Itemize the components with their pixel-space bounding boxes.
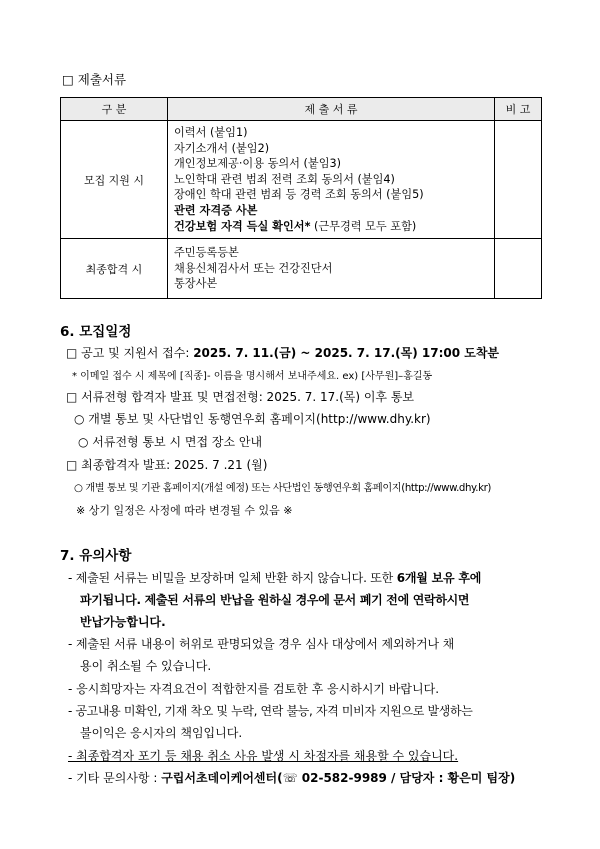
schedule-email-note: * 이메일 접수 시 제목에 [직종]- 이름을 명시해서 보내주세요. ex) [사무원]–홍길동 <box>72 371 433 382</box>
table-header-row <box>61 98 542 121</box>
list-item: 장애인 학대 관련 범죄 등 경력 조회 동의서 (붙임5) <box>174 188 424 202</box>
list-item: 노인학대 관련 범죄 전력 조회 동의서 (붙임4) <box>174 172 395 186</box>
notes-title: 7. 유의사항 <box>60 548 132 564</box>
schedule-line-notice: ○ 개별 통보 및 사단법인 동행연우회 홈페이지(http://www.dhy.kr) <box>74 412 431 426</box>
list-item: 자기소개서 (붙임2) <box>174 141 270 155</box>
list-item: 관련 자격증 사본 <box>174 203 258 217</box>
list-item: 채용신체검사서 또는 건강진단서 <box>174 261 333 275</box>
note-item: - 최종합격자 포기 등 채용 취소 사유 발생 시 차점자를 채용할 수 있습니다. <box>68 749 459 763</box>
schedule-line-application <box>66 344 499 361</box>
header-category: 구 분 <box>61 98 168 121</box>
note-item-continued: 용이 취소될 수 있습니다. <box>80 659 212 673</box>
row-remark <box>495 239 542 299</box>
note-item <box>68 569 481 586</box>
note-text: - 제출된 서류는 비밀을 보장하며 일체 반환 하지 않습니다. 또한 <box>68 571 397 585</box>
schedule-line-final: □ 최종합격자 발표: 2025. 7 .21 (월) <box>66 458 268 472</box>
note-item: - 응시희망자는 자격요건이 적합한지를 검토한 후 응시하시기 바랍니다. <box>68 682 440 696</box>
row-category: 최종합격 시 <box>61 239 168 299</box>
note-text-bold: 6개월 보유 후에 <box>396 571 482 585</box>
row-documents <box>168 239 495 299</box>
row-documents <box>168 121 495 239</box>
documents-table <box>60 97 542 299</box>
schedule-change-note: ※ 상기 일정은 사정에 따라 변경될 수 있음 ※ <box>76 504 293 517</box>
list-item: 개인정보제공·이용 동의서 (붙임3) <box>174 157 342 171</box>
row-category: 모집 지원 시 <box>61 121 168 239</box>
table-row-final <box>61 239 542 299</box>
list-item: 주민등록등본 <box>174 246 239 260</box>
schedule-line-screening: □ 서류전형 합격자 발표 및 면접전형: 2025. 7. 17.(목) 이후 통보 <box>66 390 415 404</box>
header-notes: 비 고 <box>495 98 542 121</box>
schedule-line-final-notice: ○ 개별 통보 및 기관 홈페이지(개설 예정) 또는 사단법인 동행연우회 홈페이지(http://www.dhy.kr) <box>74 483 491 494</box>
note-text: - 기타 문의사항 : <box>68 771 162 785</box>
contact-info: 구립서초데이케어센터(☏ 02-582-9989 / 담당자 : 황은미 팀장) <box>161 771 516 785</box>
schedule-line-prefix: □ 공고 및 지원서 접수: <box>66 346 194 360</box>
schedule-title: 6. 모집일정 <box>60 324 132 340</box>
header-documents: 제 출 서 류 <box>168 98 495 121</box>
list-item: 이력서 (붙임1) <box>174 126 248 139</box>
note-item-continued: 반납가능합니다. <box>80 615 166 629</box>
schedule-line-dates: 2025. 7. 11.(금) ~ 2025. 7. 17.(목) 17:00 도착분 <box>193 346 500 360</box>
note-item: - 제출된 서류 내용이 허위로 판명되었을 경우 심사 대상에서 제외하거나 채 <box>68 637 455 651</box>
list-item: 통장사본 <box>174 277 218 291</box>
note-item-continued: 파기됩니다. 제출된 서류의 반납을 원하실 경우에 문서 폐기 전에 연락하시면 <box>80 593 470 607</box>
list-item <box>174 219 494 235</box>
section-heading-documents: □ 제출서류 <box>62 72 127 87</box>
note-item-contact <box>68 769 515 786</box>
row-remark <box>495 121 542 239</box>
list-item-suffix: (근무경력 모두 포함) <box>310 219 417 233</box>
schedule-line-interview: ○ 서류전형 통보 시 면접 장소 안내 <box>78 435 263 449</box>
list-item-bold: 건강보험 자격 득실 확인서* <box>174 219 311 233</box>
table-row-application <box>61 121 542 239</box>
note-item-continued: 불이익은 응시자의 책임입니다. <box>80 726 243 740</box>
note-item: - 공고내용 미확인, 기재 착오 및 누락, 연락 불능, 자격 미비자 지원으로 발생하는 <box>68 704 473 718</box>
